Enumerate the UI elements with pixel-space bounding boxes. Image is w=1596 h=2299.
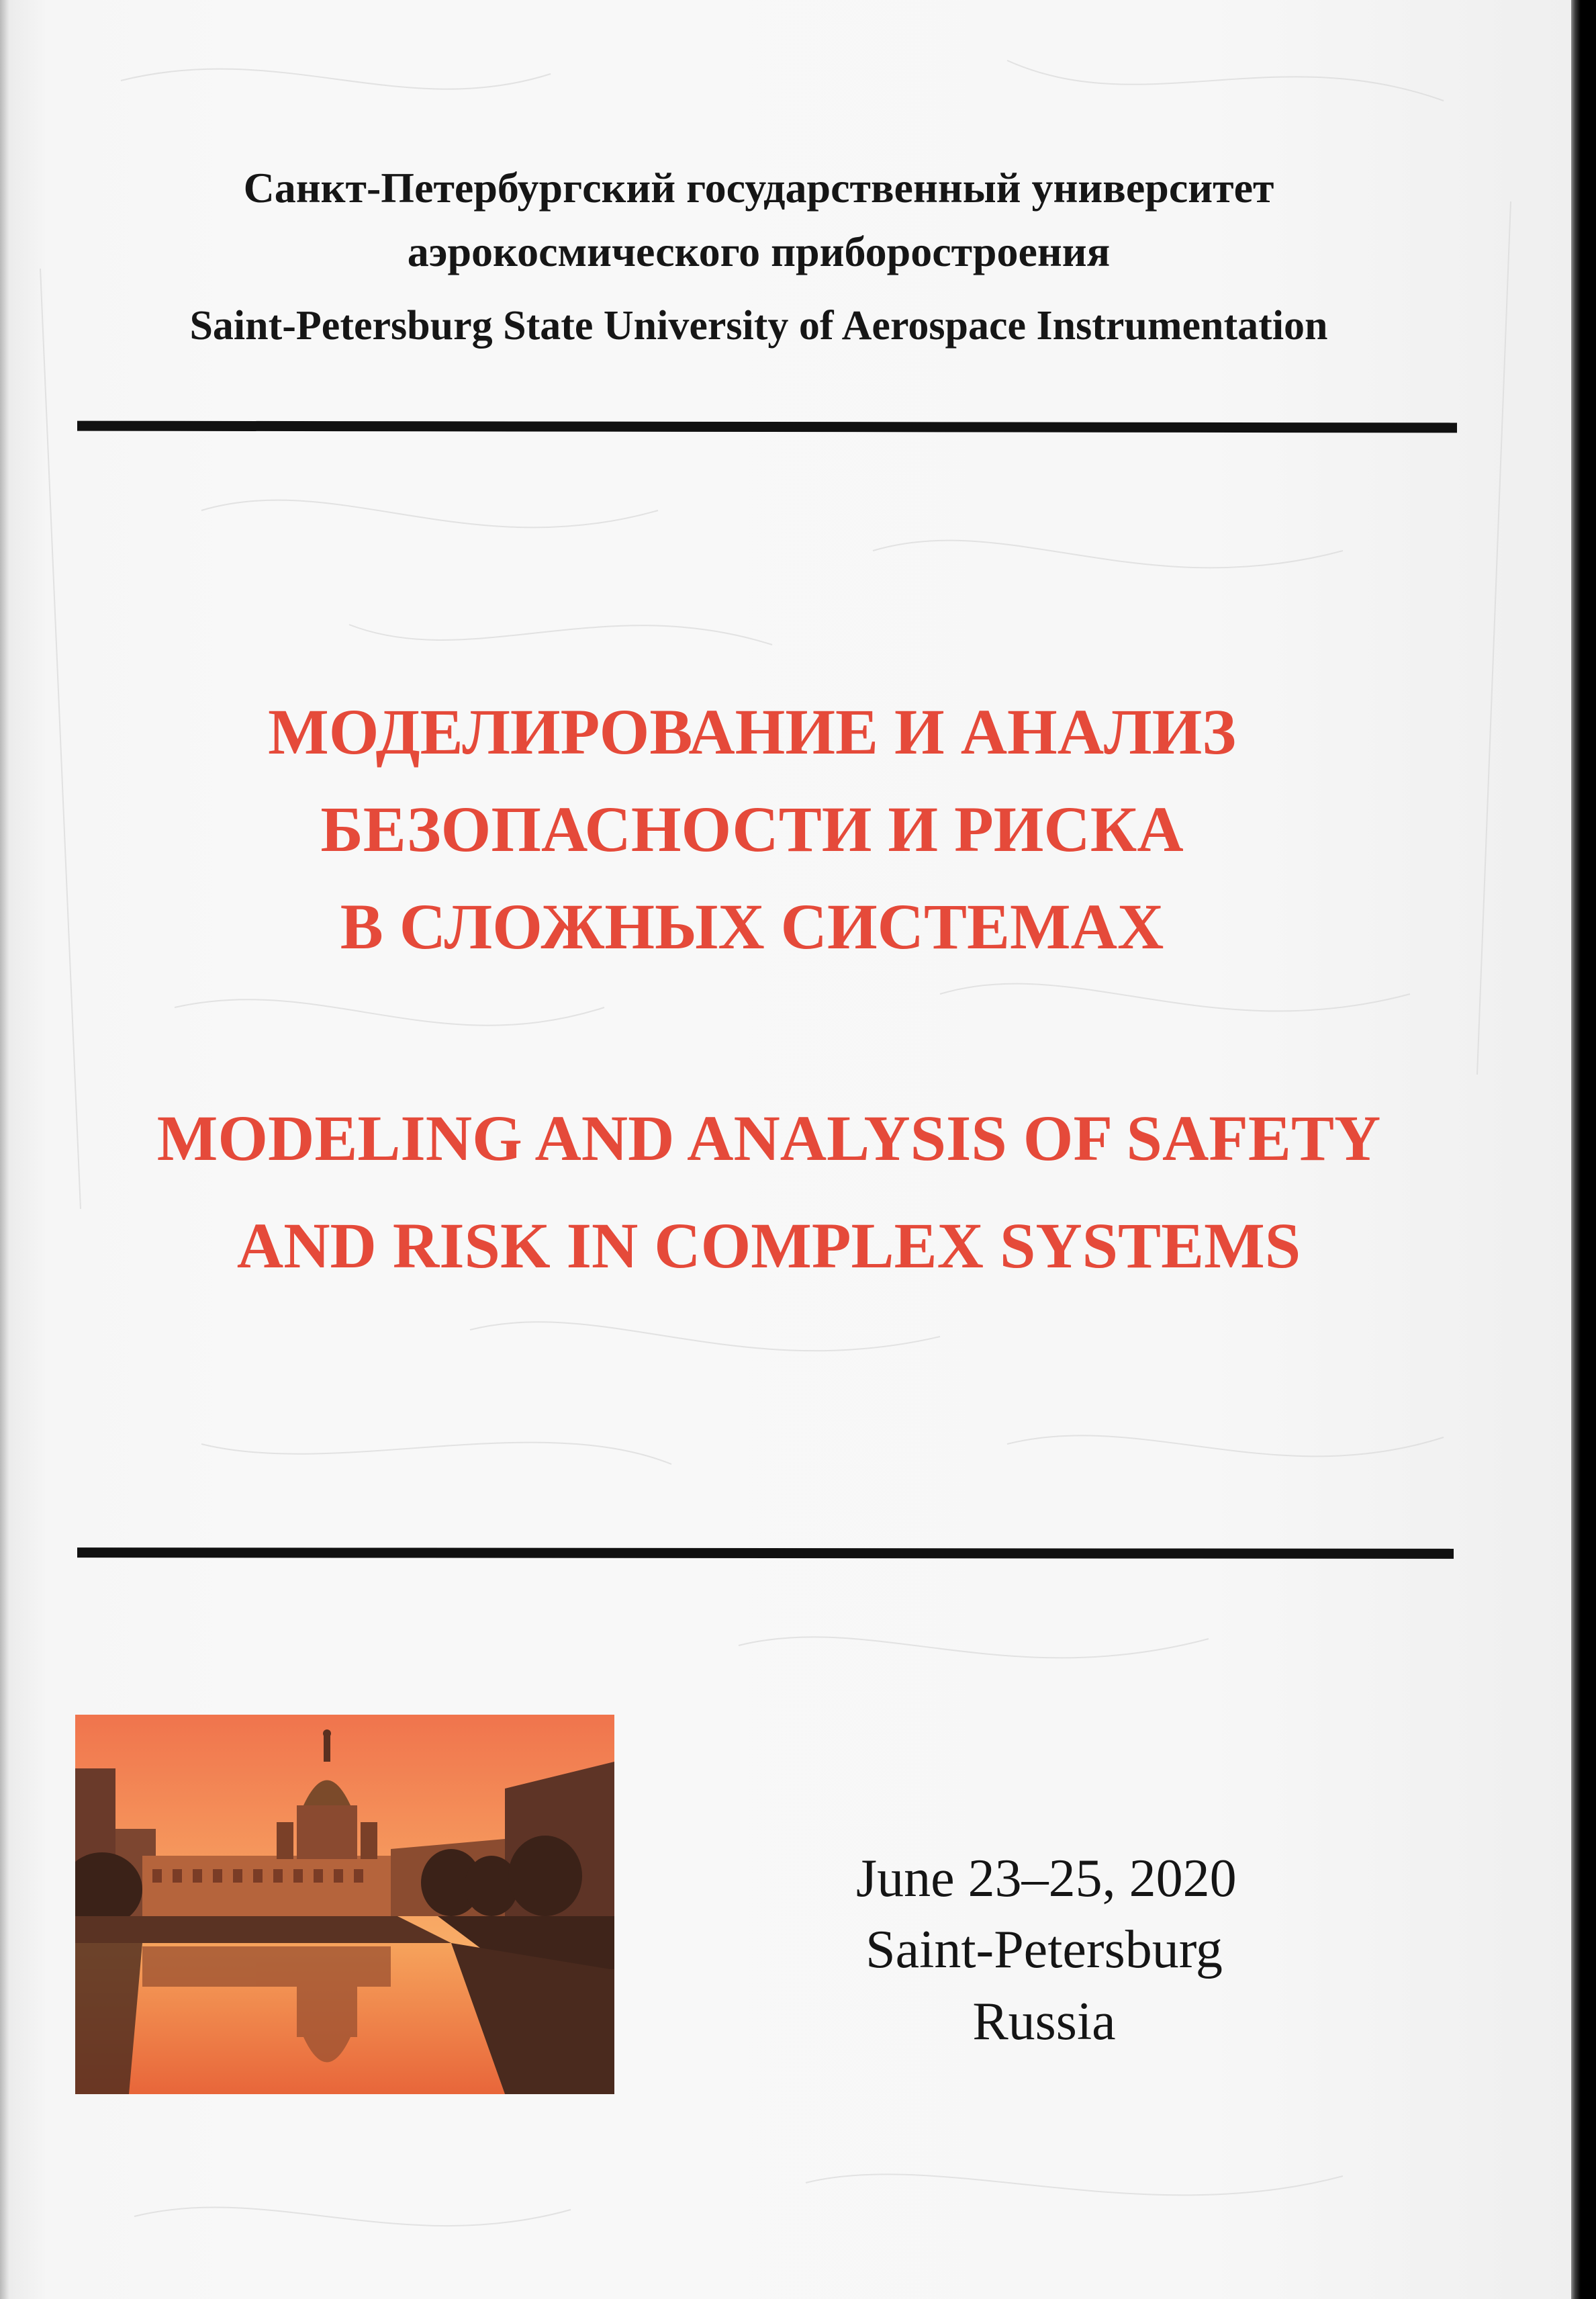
cityscape-photo: [75, 1715, 614, 2094]
university-name-ru-line2: аэрокосмического приборостроения: [407, 228, 1111, 275]
scan-edge-shadow: [1571, 0, 1596, 2299]
title-ru-line2: БЕЗОПАСНОСТИ И РИСКА: [320, 793, 1184, 865]
bottom-divider-rule: [77, 1547, 1454, 1559]
title-ru-line3: В СЛОЖНЫХ СИСТЕМАХ: [340, 891, 1164, 962]
canal-cathedral-illustration: [75, 1715, 614, 2094]
title-en-line2: AND RISK IN COMPLEX SYSTEMS: [236, 1210, 1301, 1281]
event-date: June 23–25, 2020: [856, 1849, 1237, 1908]
title-en-line1: MODELING AND ANALYSIS OF SAFETY: [156, 1102, 1381, 1174]
title-ru-line1: МОДЕЛИРОВАНИЕ И АНАЛИЗ: [268, 696, 1236, 768]
event-country: Russia: [972, 1992, 1116, 2051]
university-name-en: Saint-Petersburg State University of Aerospace Instrumentation: [189, 303, 1328, 349]
event-city: Saint-Petersburg: [865, 1920, 1223, 1979]
top-divider-rule: [77, 421, 1457, 433]
university-name-ru-line1: Санкт-Петербургский государственный университет: [243, 164, 1274, 212]
